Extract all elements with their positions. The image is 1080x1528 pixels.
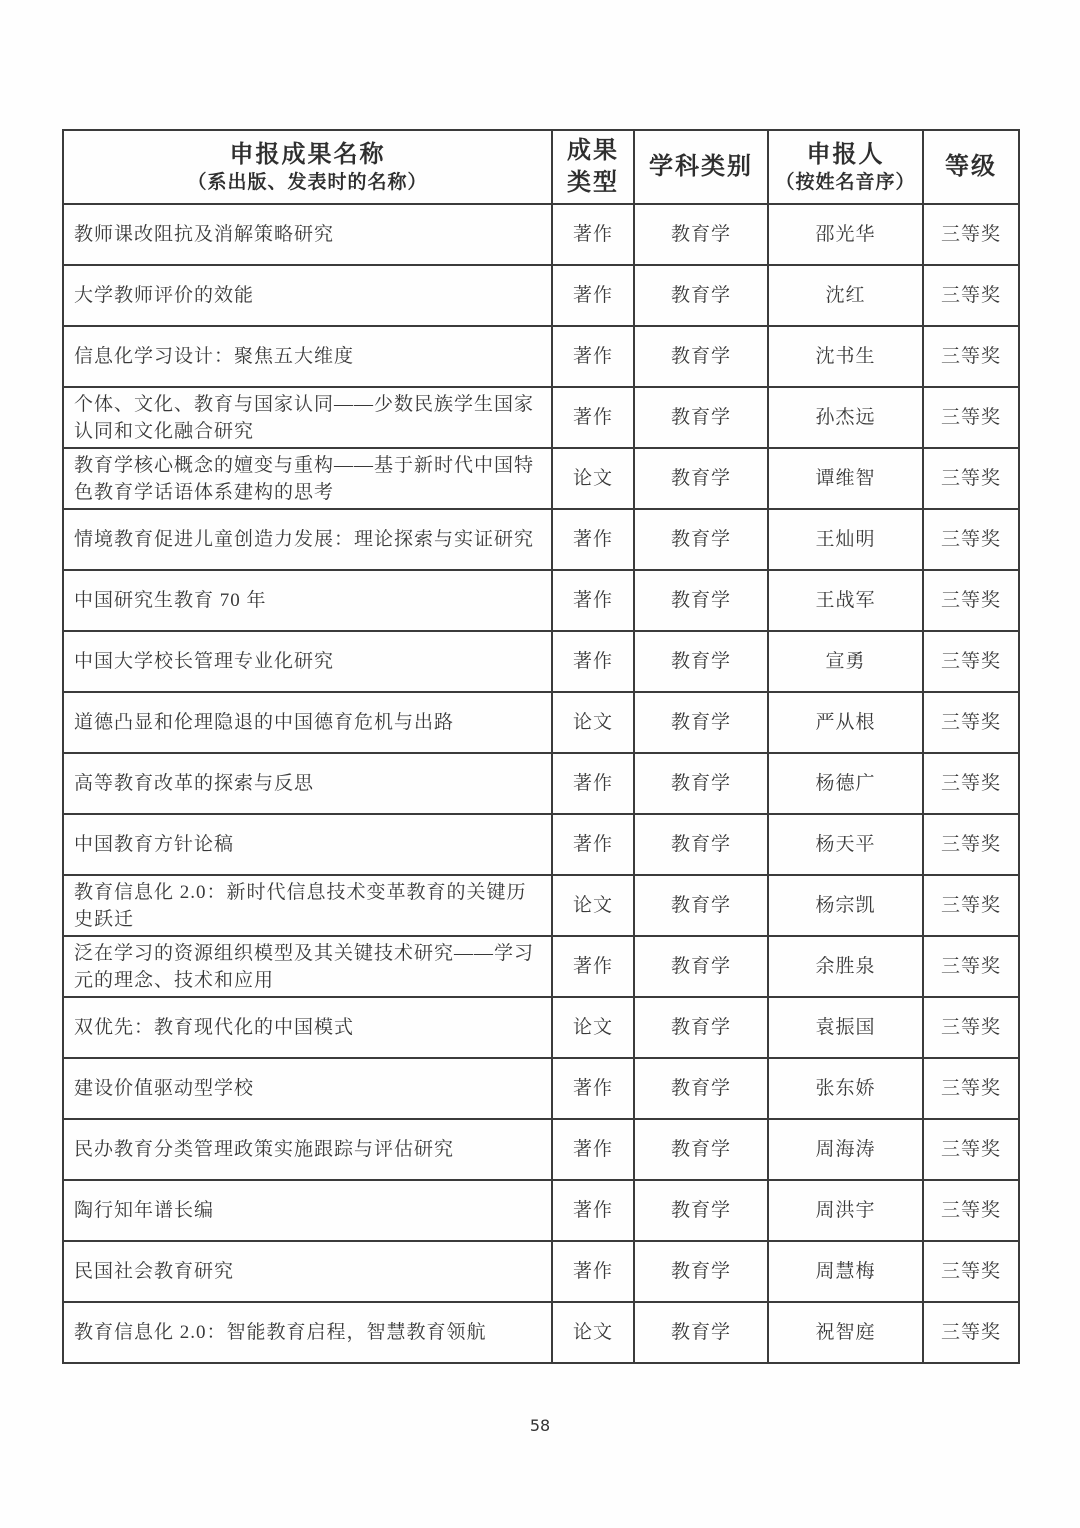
table-row xyxy=(63,1180,1019,1241)
grade-cell: 三等奖 xyxy=(923,1180,1019,1241)
header-subject-category xyxy=(634,130,768,204)
result-name-cell: 民办教育分类管理政策实施跟踪与评估研究 xyxy=(63,1119,552,1180)
header-row xyxy=(63,130,1019,204)
subject-cell: 教育学 xyxy=(634,326,768,387)
result-name-cell: 教育信息化 2.0：新时代信息技术变革教育的关键历史跃迁 xyxy=(63,875,552,936)
table-row xyxy=(63,1302,1019,1363)
table-row xyxy=(63,936,1019,997)
result-name-cell: 大学教师评价的效能 xyxy=(63,265,552,326)
table-row xyxy=(63,204,1019,265)
result-name-cell: 情境教育促进儿童创造力发展：理论探索与实证研究 xyxy=(63,509,552,570)
table-row xyxy=(63,631,1019,692)
table-row xyxy=(63,997,1019,1058)
table-row xyxy=(63,387,1019,448)
grade-cell: 三等奖 xyxy=(923,204,1019,265)
subject-cell: 教育学 xyxy=(634,753,768,814)
grade-cell: 三等奖 xyxy=(923,1241,1019,1302)
subject-cell: 教育学 xyxy=(634,936,768,997)
result-type-cell: 论文 xyxy=(552,875,634,936)
result-type-cell: 著作 xyxy=(552,1058,634,1119)
header-achievement-name-title: 申报成果名称 xyxy=(229,142,386,168)
result-name-cell: 泛在学习的资源组织模型及其关键技术研究——学习元的理念、技术和应用 xyxy=(63,936,552,997)
table-row xyxy=(63,1241,1019,1302)
result-name-cell: 民国社会教育研究 xyxy=(63,1241,552,1302)
subject-cell: 教育学 xyxy=(634,875,768,936)
grade-cell: 三等奖 xyxy=(923,1119,1019,1180)
result-name-cell: 个体、文化、教育与国家认同——少数民族学生国家认同和文化融合研究 xyxy=(63,387,552,448)
applicant-cell: 邵光华 xyxy=(768,204,923,265)
header-result-type-line2: 类型 xyxy=(567,170,619,196)
table-row xyxy=(63,814,1019,875)
grade-cell: 三等奖 xyxy=(923,265,1019,326)
subject-cell: 教育学 xyxy=(634,1302,768,1363)
applicant-cell: 周慧梅 xyxy=(768,1241,923,1302)
applicant-cell: 谭维智 xyxy=(768,448,923,509)
result-type-cell: 论文 xyxy=(552,1302,634,1363)
grade-cell: 三等奖 xyxy=(923,814,1019,875)
header-applicant-title: 申报人 xyxy=(806,142,885,168)
grade-cell: 三等奖 xyxy=(923,997,1019,1058)
result-name-cell: 教师课改阻抗及消解策略研究 xyxy=(63,204,552,265)
result-type-cell: 著作 xyxy=(552,631,634,692)
table-header xyxy=(63,130,1019,204)
grade-cell: 三等奖 xyxy=(923,753,1019,814)
result-type-cell: 论文 xyxy=(552,448,634,509)
grade-cell: 三等奖 xyxy=(923,387,1019,448)
subject-cell: 教育学 xyxy=(634,204,768,265)
applicant-cell: 张东娇 xyxy=(768,1058,923,1119)
result-name-cell: 陶行知年谱长编 xyxy=(63,1180,552,1241)
applicant-cell: 杨德广 xyxy=(768,753,923,814)
applicant-cell: 宣勇 xyxy=(768,631,923,692)
subject-cell: 教育学 xyxy=(634,692,768,753)
applicant-cell: 周洪宇 xyxy=(768,1180,923,1241)
result-type-cell: 著作 xyxy=(552,814,634,875)
table-body xyxy=(63,204,1019,1363)
applicant-cell: 严从根 xyxy=(768,692,923,753)
result-type-cell: 著作 xyxy=(552,1180,634,1241)
subject-cell: 教育学 xyxy=(634,631,768,692)
grade-cell: 三等奖 xyxy=(923,875,1019,936)
applicant-cell: 袁振国 xyxy=(768,997,923,1058)
header-applicant xyxy=(768,130,923,204)
grade-cell: 三等奖 xyxy=(923,326,1019,387)
result-name-cell: 道德凸显和伦理隐退的中国德育危机与出路 xyxy=(63,692,552,753)
table-row xyxy=(63,265,1019,326)
subject-cell: 教育学 xyxy=(634,570,768,631)
result-type-cell: 著作 xyxy=(552,387,634,448)
grade-cell: 三等奖 xyxy=(923,692,1019,753)
applicant-cell: 杨天平 xyxy=(768,814,923,875)
awards-table xyxy=(62,129,1020,1364)
grade-cell: 三等奖 xyxy=(923,936,1019,997)
table-row xyxy=(63,509,1019,570)
header-achievement-name xyxy=(63,130,552,204)
result-name-cell: 中国大学校长管理专业化研究 xyxy=(63,631,552,692)
subject-cell: 教育学 xyxy=(634,448,768,509)
result-type-cell: 著作 xyxy=(552,326,634,387)
header-result-type-line1: 成果 xyxy=(567,138,619,164)
applicant-cell: 祝智庭 xyxy=(768,1302,923,1363)
header-applicant-subtitle: （按姓名音序） xyxy=(775,172,916,193)
table-row xyxy=(63,1058,1019,1119)
table-row xyxy=(63,326,1019,387)
applicant-cell: 余胜泉 xyxy=(768,936,923,997)
subject-cell: 教育学 xyxy=(634,509,768,570)
subject-cell: 教育学 xyxy=(634,1058,768,1119)
applicant-cell: 王灿明 xyxy=(768,509,923,570)
result-type-cell: 著作 xyxy=(552,204,634,265)
page-number: 58 xyxy=(529,1416,551,1435)
subject-cell: 教育学 xyxy=(634,1241,768,1302)
result-type-cell: 著作 xyxy=(552,753,634,814)
header-result-type xyxy=(552,130,634,204)
result-name-cell: 教育学核心概念的嬗变与重构——基于新时代中国特色教育学话语体系建构的思考 xyxy=(63,448,552,509)
result-name-cell: 双优先：教育现代化的中国模式 xyxy=(63,997,552,1058)
table-row xyxy=(63,875,1019,936)
result-type-cell: 著作 xyxy=(552,1241,634,1302)
header-grade xyxy=(923,130,1019,204)
result-name-cell: 建设价值驱动型学校 xyxy=(63,1058,552,1119)
grade-cell: 三等奖 xyxy=(923,509,1019,570)
header-subject-category-label: 学科类别 xyxy=(649,154,753,180)
result-type-cell: 著作 xyxy=(552,265,634,326)
header-achievement-name-subtitle: （系出版、发表时的名称） xyxy=(187,172,428,193)
applicant-cell: 杨宗凯 xyxy=(768,875,923,936)
subject-cell: 教育学 xyxy=(634,997,768,1058)
result-type-cell: 著作 xyxy=(552,936,634,997)
result-name-cell: 教育信息化 2.0：智能教育启程，智慧教育领航 xyxy=(63,1302,552,1363)
applicant-cell: 孙杰远 xyxy=(768,387,923,448)
subject-cell: 教育学 xyxy=(634,814,768,875)
result-name-cell: 中国教育方针论稿 xyxy=(63,814,552,875)
grade-cell: 三等奖 xyxy=(923,448,1019,509)
grade-cell: 三等奖 xyxy=(923,570,1019,631)
result-type-cell: 论文 xyxy=(552,692,634,753)
subject-cell: 教育学 xyxy=(634,1180,768,1241)
result-type-cell: 著作 xyxy=(552,1119,634,1180)
subject-cell: 教育学 xyxy=(634,265,768,326)
applicant-cell: 周海涛 xyxy=(768,1119,923,1180)
applicant-cell: 沈红 xyxy=(768,265,923,326)
table-row xyxy=(63,1119,1019,1180)
table-row xyxy=(63,692,1019,753)
result-name-cell: 高等教育改革的探索与反思 xyxy=(63,753,552,814)
table-row xyxy=(63,570,1019,631)
result-name-cell: 信息化学习设计：聚焦五大维度 xyxy=(63,326,552,387)
table-row xyxy=(63,753,1019,814)
table-row xyxy=(63,448,1019,509)
subject-cell: 教育学 xyxy=(634,387,768,448)
result-type-cell: 著作 xyxy=(552,570,634,631)
applicant-cell: 沈书生 xyxy=(768,326,923,387)
result-name-cell: 中国研究生教育 70 年 xyxy=(63,570,552,631)
applicant-cell: 王战军 xyxy=(768,570,923,631)
header-grade-label: 等级 xyxy=(945,154,997,180)
result-type-cell: 著作 xyxy=(552,509,634,570)
grade-cell: 三等奖 xyxy=(923,1302,1019,1363)
grade-cell: 三等奖 xyxy=(923,1058,1019,1119)
result-type-cell: 论文 xyxy=(552,997,634,1058)
subject-cell: 教育学 xyxy=(634,1119,768,1180)
grade-cell: 三等奖 xyxy=(923,631,1019,692)
